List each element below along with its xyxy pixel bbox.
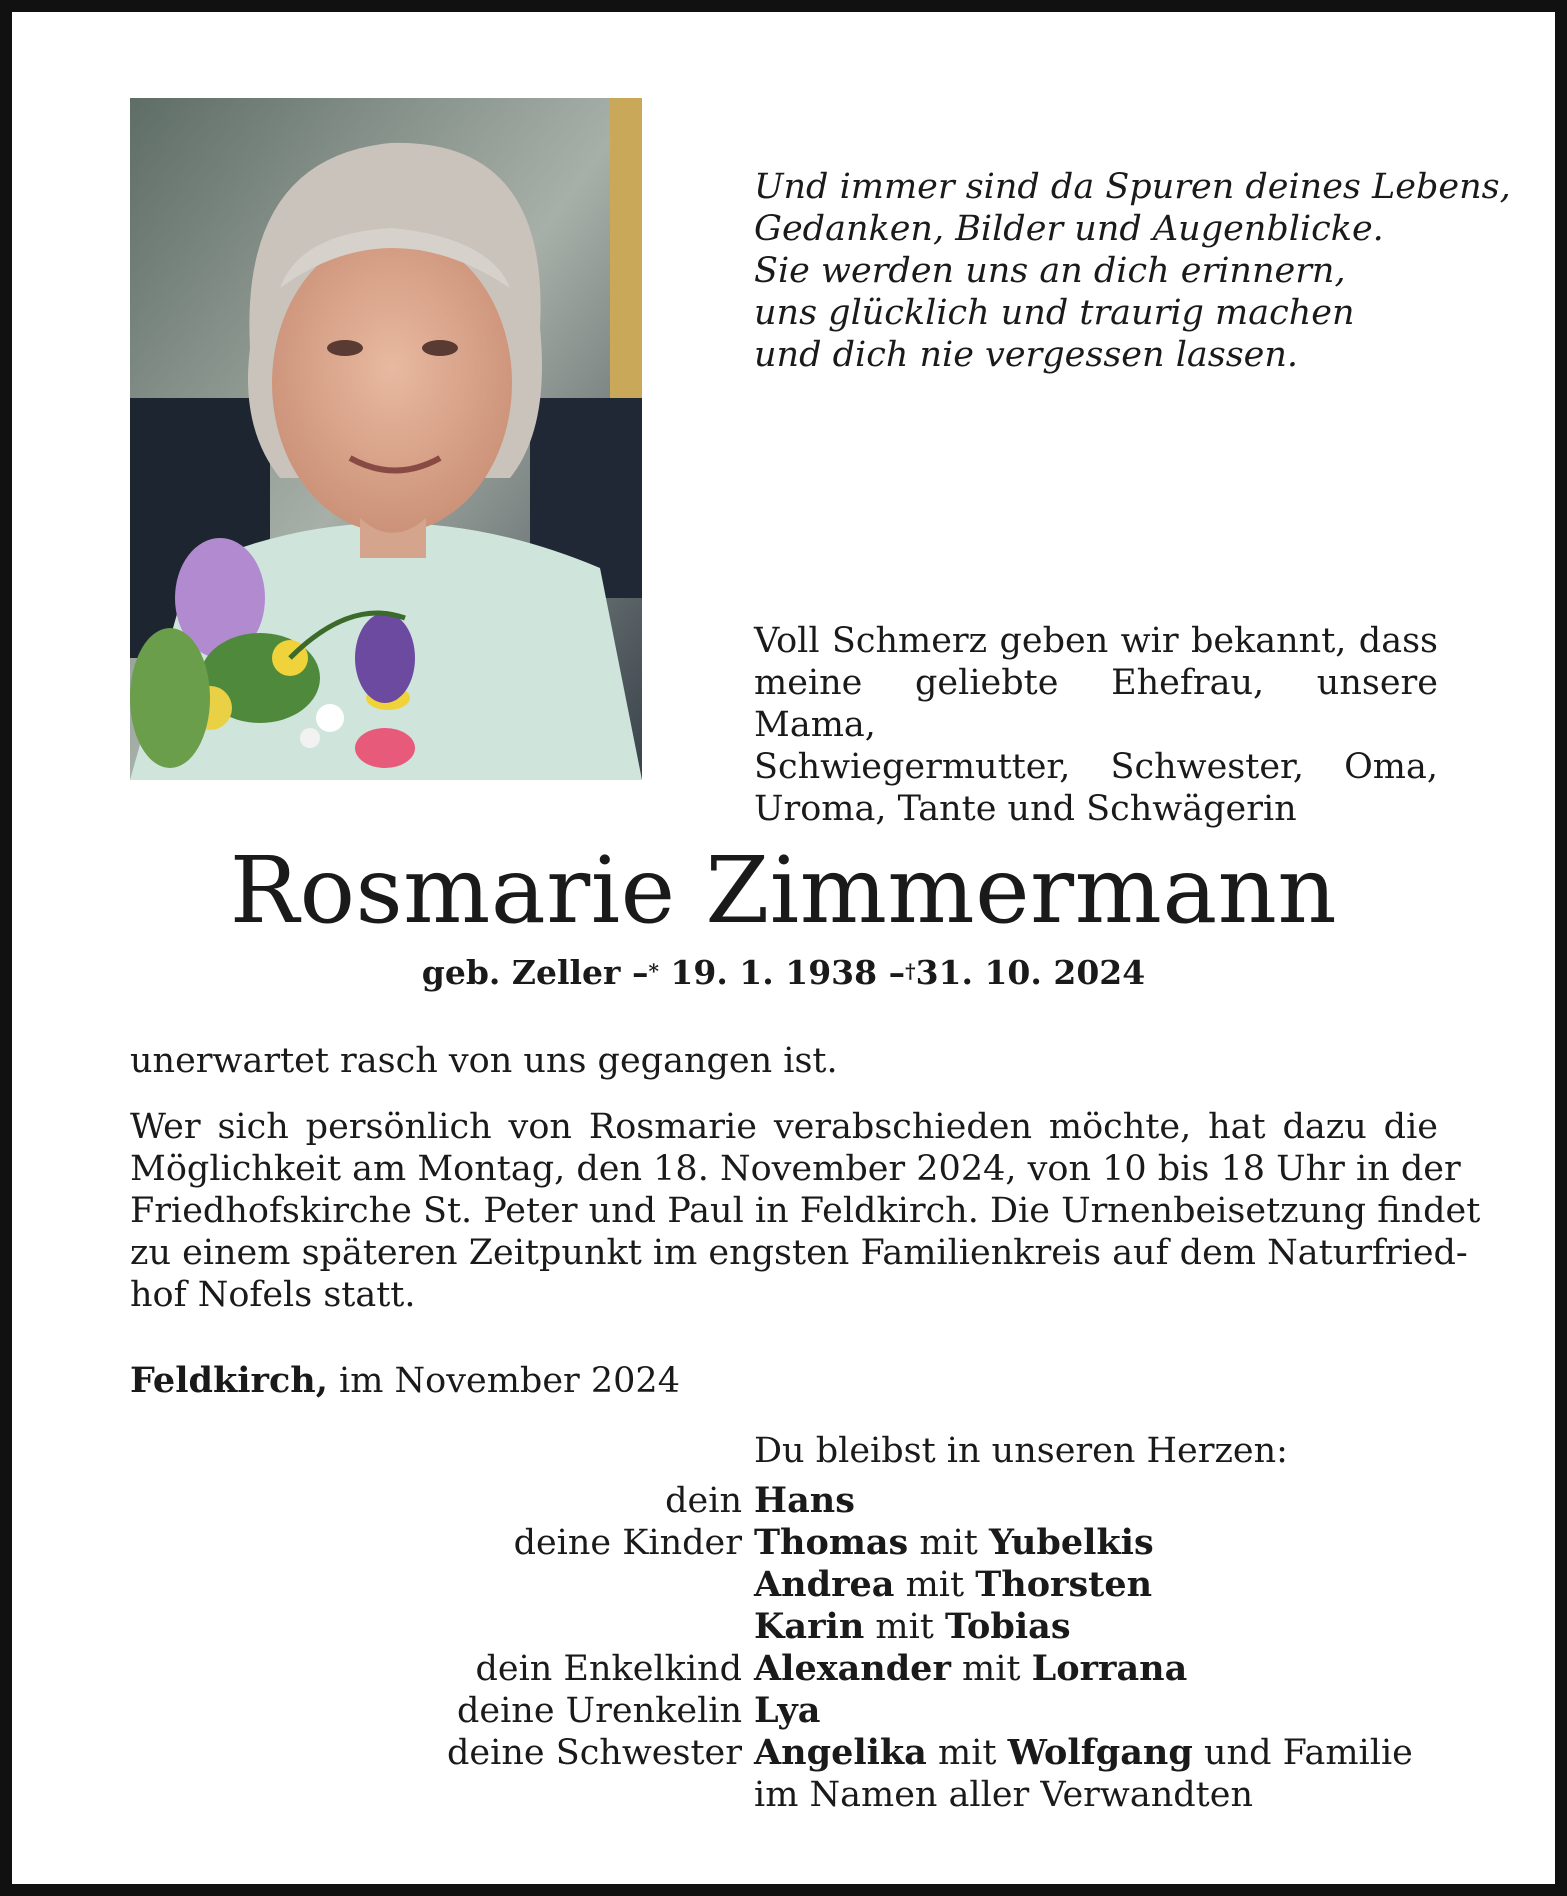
mourner-name: Andrea [754, 1564, 895, 1605]
farewell-line: Möglichkeit am Montag, den 18. November 2024, von 10 bis 18 Uhr in der [130, 1149, 1461, 1189]
mourner-partner-name: Wolfgang [1007, 1732, 1193, 1773]
place-city: Feldkirch, [130, 1360, 328, 1401]
mourner-names [754, 1564, 1152, 1606]
mourner-row [0, 1480, 1567, 1522]
mourner-name: Angelika [754, 1732, 927, 1773]
life-dates [0, 952, 1567, 994]
mourner-relation: dein Enkelkind [475, 1649, 742, 1689]
mourner-name: Thomas [754, 1522, 909, 1563]
closing-row [0, 1774, 1567, 1816]
closing-text: im Namen aller Verwandten [754, 1775, 1253, 1815]
mourner-row [0, 1732, 1567, 1774]
mourner-suffix: und Familie [1203, 1733, 1413, 1773]
mourner-row [0, 1606, 1567, 1648]
announcement [754, 620, 1438, 830]
poem-line: und dich nie vergessen lassen. [754, 335, 1299, 375]
farewell-line: hof Nofels statt. [130, 1275, 416, 1315]
born-name: geb. Zeller [421, 953, 621, 992]
mourner-name: Alexander [754, 1648, 951, 1689]
birth-symbol: * [648, 959, 659, 983]
poem [754, 166, 1511, 376]
mourners-list [0, 1480, 1567, 1816]
mourner-relation: deine Schwester [447, 1733, 742, 1773]
poem-line: uns glücklich und traurig machen [754, 293, 1355, 333]
mourner-connector: mit [919, 1523, 978, 1563]
deceased-name: Rosmarie Zimmermann [229, 837, 1338, 944]
birth-date: 19. 1. 1938 [670, 953, 878, 992]
mourner-row [0, 1648, 1567, 1690]
mourner-names [754, 1648, 1187, 1690]
mourner-connector: mit [938, 1733, 997, 1773]
place-date [130, 1360, 680, 1402]
mourner-relation: dein [665, 1481, 742, 1521]
mourner-relation: deine Kinder [513, 1523, 742, 1563]
mourner-names [754, 1690, 820, 1732]
announcement-line: Voll Schmerz geben wir bekannt, dass [754, 621, 1438, 661]
death-symbol: † [905, 959, 916, 983]
gone-text: unerwartet rasch von uns gegangen ist. [130, 1041, 838, 1081]
mourner-row [0, 1564, 1567, 1606]
poem-line: Sie werden uns an dich erinnern, [754, 251, 1346, 291]
announcement-line: meine geliebte Ehefrau, unsere Mama, [754, 663, 1438, 745]
mourner-name: Lya [754, 1690, 821, 1731]
death-date: 31. 10. 2024 [915, 953, 1146, 992]
poem-line: Gedanken, Bilder und Augenblicke. [754, 209, 1384, 249]
mourner-partner-name: Thorsten [975, 1564, 1153, 1605]
mourner-connector: mit [962, 1649, 1021, 1689]
place-month: im November 2024 [339, 1361, 680, 1401]
herzen-line: Du bleibst in unseren Herzen: [754, 1431, 1288, 1471]
mourner-name: Hans [754, 1480, 855, 1521]
mourner-connector: mit [905, 1565, 965, 1605]
farewell-line: Friedhofskirche St. Peter und Paul in Feldkirch. Die Urnenbeisetzung findet [130, 1191, 1481, 1231]
mourner-names [754, 1522, 1154, 1564]
farewell-line: Wer sich persönlich von Rosmarie verabschieden möchte, hat dazu die [130, 1107, 1438, 1147]
mourner-connector: mit [875, 1607, 934, 1647]
mourner-names [754, 1606, 1071, 1648]
poem-line: Und immer sind da Spuren deines Lebens, [754, 167, 1511, 207]
separator: – [888, 953, 906, 992]
mourner-names [754, 1480, 855, 1522]
mourner-partner-name: Lorrana [1031, 1648, 1188, 1689]
portrait-photo [130, 98, 642, 780]
announcement-line: Schwiegermutter, Schwester, Oma, [754, 747, 1438, 787]
separator: – [631, 953, 649, 992]
announcement-line: Uroma, Tante und Schwägerin [754, 789, 1297, 829]
mourner-name: Karin [754, 1606, 865, 1647]
mourner-names [754, 1732, 1413, 1774]
mourner-partner-name: Yubelkis [989, 1522, 1154, 1563]
mourner-row [0, 1690, 1567, 1732]
mourner-partner-name: Tobias [945, 1606, 1071, 1647]
farewell-paragraph [130, 1106, 1481, 1316]
mourner-row [0, 1522, 1567, 1564]
mourner-relation: deine Urenkelin [456, 1691, 742, 1731]
farewell-line: zu einem späteren Zeitpunkt im engsten Familienkreis auf dem Naturfried- [130, 1233, 1468, 1273]
